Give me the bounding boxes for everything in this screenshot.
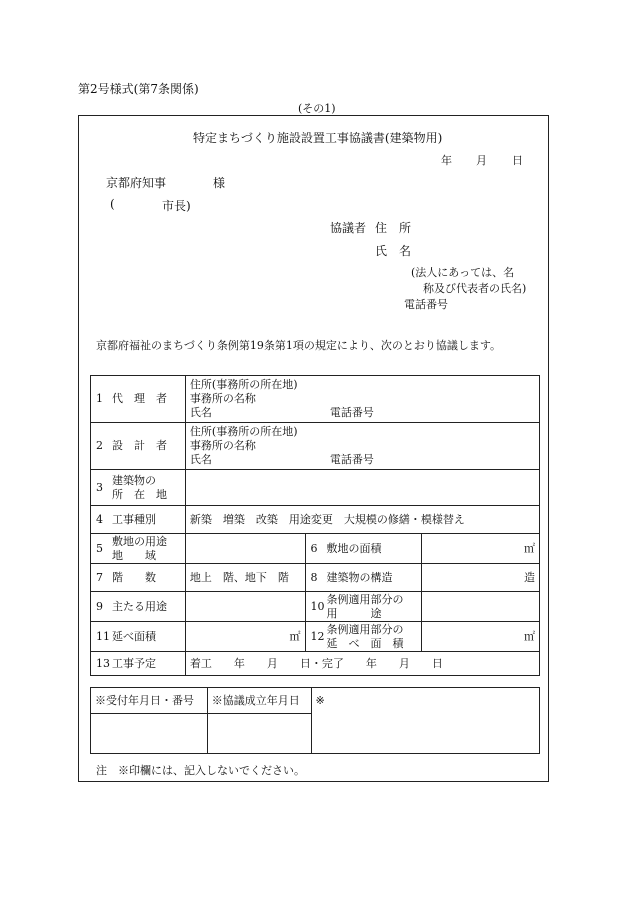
date-year: 年	[441, 154, 452, 167]
sqm-unit: ㎡	[524, 541, 535, 555]
proposer-label: 協議者	[330, 221, 367, 235]
row2-value[interactable]: 住所(事務所の所在地) 事務所の名称 氏名 電話番号	[185, 423, 539, 470]
row5-label: 5 敷地の用途 地 域	[91, 534, 186, 564]
row8-label: 8 建築物の構造	[305, 564, 422, 592]
table-row	[91, 506, 540, 534]
office-receipt-header: ※受付年月日・番号	[91, 688, 208, 714]
row2-label: 2 設 計 者	[91, 423, 186, 470]
row3-label: 3 建築物の 所 在 地	[91, 470, 186, 506]
row11-label: 11 延べ面積	[91, 622, 186, 652]
proposer-phone: 電話番号	[404, 298, 448, 311]
office-use-table	[90, 687, 540, 754]
date-month: 月	[476, 154, 487, 167]
table-row	[91, 564, 540, 592]
statement: 京都府福祉のまちづくり条例第19条第1項の規定により、次のとおり協議します。	[96, 339, 502, 352]
proposer-note-line2: 称及び代表者の氏名)	[423, 282, 527, 295]
addressee-governor: 京都府知事	[106, 176, 167, 190]
office-receipt-value	[91, 714, 208, 754]
row7-label: 7 階 数	[91, 564, 186, 592]
row13-value[interactable]: 着工 年 月 日・完了 年 月 日	[185, 652, 539, 676]
proposer-note-line1: (法人にあっては、名	[411, 266, 515, 279]
row8-value[interactable]	[422, 564, 540, 592]
row9-label: 9 主たる用途	[91, 592, 186, 622]
footer-note: 注 ※印欄には、記入しないでください。	[96, 764, 305, 777]
table-row	[91, 376, 540, 423]
sqm-unit: ㎡	[289, 629, 301, 643]
row12-value[interactable]	[422, 622, 540, 652]
addressee-open-paren: (	[110, 197, 115, 211]
form-number: 第2号様式(第7条関係)	[78, 82, 199, 96]
table-row	[91, 423, 540, 470]
table-row	[91, 470, 540, 506]
table-row	[91, 622, 540, 652]
row4-label: 4 工事種別	[91, 506, 186, 534]
proposer-name: 氏 名	[375, 244, 412, 258]
page-marker: (その1)	[298, 102, 336, 115]
proposer-address: 住 所	[375, 221, 412, 235]
row12-label: 12 条例適用部分の 延 べ 面 積	[305, 622, 422, 652]
row10-value[interactable]	[422, 592, 540, 622]
row6-value[interactable]	[422, 534, 540, 564]
structure-unit: 造	[524, 570, 535, 584]
row3-value[interactable]	[185, 470, 539, 506]
addressee-mayor: 市長)	[162, 199, 191, 213]
row4-value[interactable]: 新築 増築 改築 用途変更 大規模の修繕・模様替え	[185, 506, 539, 534]
row1-label: 1 代 理 者	[91, 376, 186, 423]
table-row	[91, 592, 540, 622]
row11-value[interactable]	[185, 622, 305, 652]
addressee-sama: 様	[213, 176, 226, 190]
office-remark-cell: ※	[311, 688, 539, 754]
table-row	[91, 534, 540, 564]
row9-value[interactable]	[185, 592, 305, 622]
office-agreement-value	[207, 714, 311, 754]
row10-label: 10 条例適用部分の 用 途	[305, 592, 422, 622]
table-row	[91, 652, 540, 676]
form-title: 特定まちづくり施設設置工事協議書(建築物用)	[193, 131, 443, 145]
main-table	[90, 375, 540, 676]
sqm-unit: ㎡	[524, 629, 535, 643]
row13-label: 13 工事予定	[91, 652, 186, 676]
row6-label: 6 敷地の面積	[305, 534, 422, 564]
row1-value[interactable]: 住所(事務所の所在地) 事務所の名称 氏名 電話番号	[185, 376, 539, 423]
office-agreement-header: ※協議成立年月日	[207, 688, 311, 714]
row7-value[interactable]: 地上 階、地下 階	[185, 564, 305, 592]
row5-value[interactable]	[185, 534, 305, 564]
date-day: 日	[512, 154, 523, 167]
